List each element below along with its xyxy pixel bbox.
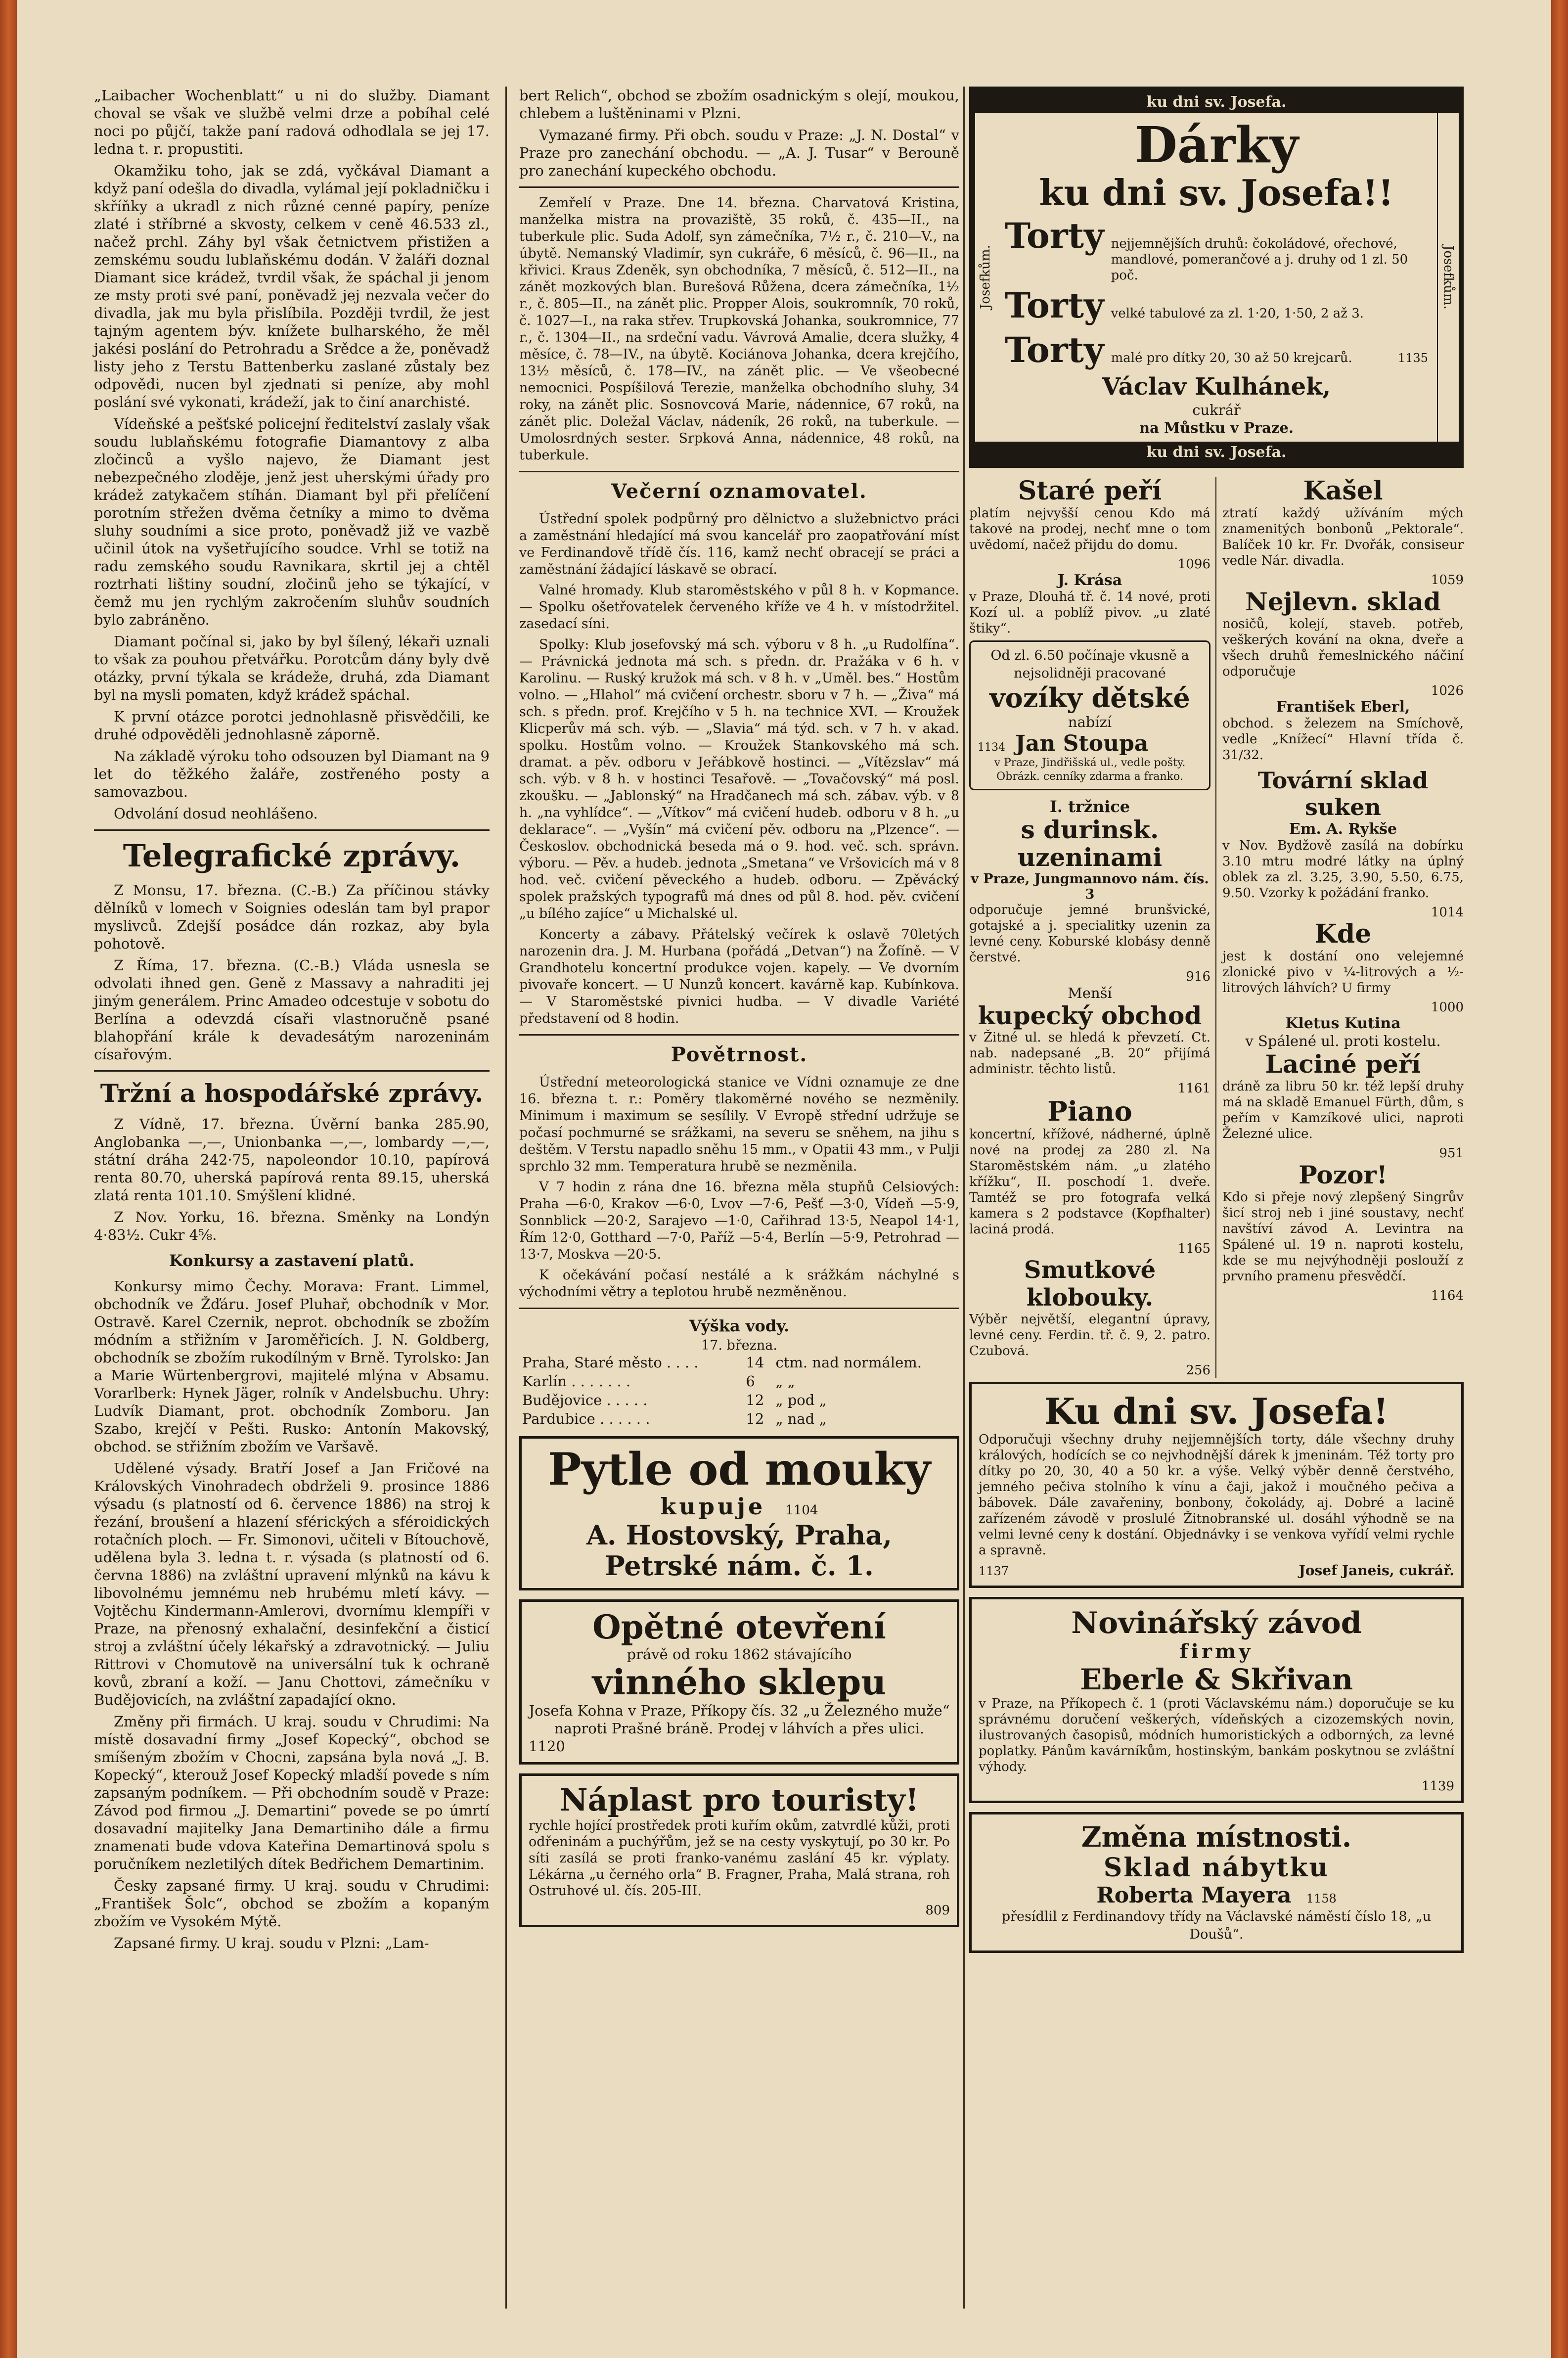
section-rule <box>519 471 959 472</box>
ad-title: Smutkové klobouky. <box>1024 1256 1156 1312</box>
ad-vinny-sklep <box>519 1599 959 1765</box>
page-right-edge <box>1551 0 1568 2358</box>
ad-number: 1059 <box>1431 573 1464 588</box>
ad-number: 1137 <box>979 1564 1009 1578</box>
ad-title: Změna místnosti. <box>1081 1821 1352 1854</box>
article-paragraph: Okamžiku toho, jak se zdá, vyčkával Diamant a když paní odešla do divadla, vylámal její pokladničku i skříňky a ukradl z nich různé cenné papíry, peníze zlaté i stříbrné a skvosty, celkem v ceně 46.533 zl., načež prchl. Záhy byl však četnictvem přistižen a zemskému soudu lublaňskému dodán. V žaláři doznal Diamant sice krádež, tvrdil však, že spáchal ji jenom ze msty proti své paní, poněvadž jej nezvala večer do divadla, jak mu byla přislíbila. Později tvrdil, že jest tajným agentem býv. knížete bulharského, že měl jakési poslání do Petrohradu a Srědce a že, poněvadž listy jeho z Terstu Battenberku zaslané zůstaly bez odpovědi, nucen byl zjednati si peníze, aby mohl poslání své vykonati, krádeží, jak to činí anarchisté. <box>94 162 490 410</box>
ad-number: 1014 <box>1431 905 1464 920</box>
water-date: 17. března. <box>701 1338 777 1353</box>
ad-number: 1120 <box>529 1738 565 1755</box>
ad-naplast <box>519 1773 959 1927</box>
ad-grid <box>969 477 1464 1378</box>
table-cell: 14 <box>746 1354 764 1371</box>
ad-text: nejjemnějších druhů: čokoládové, ořechové, mandlové, pomerančové a j. druhy od 1 zl. 50 poč. <box>1111 236 1408 283</box>
ad-name: Em. A. Rykše <box>1289 820 1397 838</box>
article-paragraph: Odvolání dosud neohlášeno. <box>114 805 318 822</box>
article-paragraph: Vymazané firmy. Při obch. soudu v Praze: „J. N. Dostal“ v Praze pro zanechání obchodu. — „A. J. Tusar“ v Berouně pro zanechání kupeckého obchodu. <box>519 127 959 179</box>
ad-number: 1026 <box>1431 683 1464 698</box>
ad-trade: cukrář <box>1192 402 1241 418</box>
ad-text: platím nejvyšší cenou Kdo má takové na prodej, nechť mne o tom uvědomí, načež přijdu do domu. <box>969 506 1210 552</box>
ad-title: Novinářský závod <box>1071 1606 1362 1640</box>
column-3 <box>969 87 1464 1962</box>
ad-number: 1096 <box>1177 557 1210 572</box>
ad-address: v Praze, Dlouhá tř. č. 14 nové, proti Kozí ul. a poblíž pivov. „u zlaté štiky“. <box>969 590 1210 636</box>
ad-text: velké tabulové za zl. 1·20, 1·50, 2 až 3. <box>1111 306 1364 321</box>
ad-title: Tovární sklad suken <box>1257 767 1429 820</box>
weather-paragraph: K očekávání počasí nestálé a k srážkám náchylné s východními větry a teplotou hrubě nezměněnou. <box>519 1268 959 1300</box>
table-row <box>519 1409 959 1428</box>
ad-title: Piano <box>1047 1095 1132 1127</box>
ad-title: Staré peří <box>1018 476 1162 506</box>
section-heading: Večerní oznamovatel. <box>611 480 867 503</box>
table-cell: Pardubice . . . . . . <box>522 1410 650 1427</box>
ad-voziky <box>969 640 1210 790</box>
ad-name: Eberle & Skřivan <box>1079 1663 1353 1696</box>
ad-title: kupecký obchod <box>978 1001 1202 1030</box>
ad-text: Od zl. 6.50 počínaje vkusně a nejsolidněji pracované <box>990 648 1189 681</box>
ad-number: 1139 <box>1421 1779 1454 1794</box>
page-left-edge <box>0 0 17 2358</box>
announcement-paragraph: Koncerty a zábavy. Přátelský večírek k oslavě 70letých narozenin dra. J. M. Hurbana (pořádá „Detvan“) na Žofíně. — V Grandhotelu koncertní produkce vojen. kapely. — Ve dvorním pivovaře koncert. — U Nunzů koncert. kavárně kap. Kubínkova. — V Staroměstské pivnici hudba. — V divadle Variété představení od 8 hodin. <box>519 927 959 1026</box>
column-divider <box>963 87 965 2309</box>
table-cell: 12 <box>746 1392 764 1408</box>
ad-subtitle: firmy <box>1179 1640 1254 1663</box>
article-paragraph: Vídeňské a pešťské policejní ředitelství zaslaly však soudu lublaňskému fotografie Diamantovy z alba zločinců a vyšlo najevo, že Diamant jest nebezpečného zloděje, jenž jest uherskými úřady pro krádež zatykačem stíhán. Diamant byl při přelíčení porotním střežen dvěma četníky a mimo to dvěma sluhy soudními a sice proto, poněvadž již ve vazbě učinil útok na vyšetřujícího soudce. Vrhl se totiž na radu zemského soudu Ravnikara, skrtil jej a chtěl roztrhati lištiny soudní, zločinů jeho se týkající, v čemž mu jen rychlým zakročením sluhův soudních bylo zabráněno. <box>94 415 490 628</box>
water-table <box>519 1353 959 1428</box>
bankruptcy-paragraph: Zapsané firmy. U kraj. soudu v Plzni: „Lam- <box>114 1935 429 1951</box>
ad-text: v Praze, na Příkopech č. 1 (proti Václavskému nám.) doporučuje se ku správnému doručení veškerých, vídeňských a cizozemských novin, ilustrovaných časopisů, módních humoristických a odborných, za levné poplatky. Pánům kavárníkům, hostinským, bankám poskytnou se zvláštní výhody. <box>979 1696 1454 1774</box>
ad-address: v Praze, Jungmannovo nám. čís. 3 <box>971 871 1209 902</box>
ad-title: vinného sklepu <box>592 1662 887 1703</box>
section-heading: Telegrafické zprávy. <box>123 838 461 874</box>
ad-title: Pozor! <box>1299 1160 1388 1189</box>
ad-number: 809 <box>925 1903 950 1918</box>
announcement-paragraph: Valné hromady. Klub staroměstského v půl 8 h. v Kopmance. — Spolku ošetřovatelek červeného kříže ve 4 h. v místodržitel. zasedací síni. <box>519 583 959 632</box>
ad-text: dráně za libru 50 kr. též lepší druhy má na skladě Emanuel Fürth, dům, s peřím v Kamzíkové ulici, naproti Železné ulice. <box>1222 1079 1464 1141</box>
ad-text: Odporučuji všechny druhy nejjemnějších torty, dále všechny druhy králových, hodících se co nejvhodnější dárek k jmeninám. Též torty pro dítky po 20, 30, 40 a 50 kr. a výše. Velký výběr denně čerstvého, jemného pečiva stolního k vínu a čaji, jakož i moučného pečiva a bábovek. Dále zavařeniny, bonbony, čokolády, aj. Dobré a lacině zařízeném závodě v proslulé Žitnobranské ul. dosáhl výhodně se na velmi levné ceny k dostání. Objednávky i se venkova vyřídí velmi rychle a spravně. <box>979 1432 1454 1558</box>
section-heading: Konkursy a zastavení platů. <box>169 1251 415 1270</box>
column-divider <box>505 87 507 2309</box>
ad-title: Opětné otevření <box>592 1608 886 1646</box>
ad-address: obchod. s železem na Smíchově, vedle „Knížecí“ Hlavní třída č. 31/32. <box>1222 716 1464 763</box>
weather-paragraph: Ústřední meteorologická stanice ve Vídni oznamuje ze dne 16. března t. r.: Poměry tlakoměrné nového se nezměnily. Minimum i maximum se sesílily. V Evropě střední udržuje se počasí pochmurné se srážkami, na severu se sněhem, na jihu s deštěm. V Terstu napadlo sněhu 15 mm., v Opatii 43 mm., v Pulji sprchlo 32 mm. Temperatura hrubě se nezměnila. <box>519 1075 959 1174</box>
ad-josef-kulhanek <box>969 87 1464 468</box>
ad-name: Roberta Mayera <box>1096 1883 1292 1908</box>
table-cell: Praha, Staré město . . . . <box>522 1354 699 1371</box>
ad-address: A. Hostovský, Praha, Petrské nám. č. 1. <box>586 1519 892 1582</box>
ad-number: 1164 <box>1431 1288 1464 1303</box>
ad-address: v Praze, Jindřišská ul., vedle pošty. Obrázk. cenníky zdarma a franko. <box>994 757 1186 783</box>
bankruptcy-paragraph: Změny při firmách. U kraj. soudu v Chrudimi: Na místě dosavadní firmy „Josef Kopecký“, obchod se smíšeným zbožím v Chocni, zapsána byla nová „J. B. Kopecký“, kterouž Josef Kopecký mladší povede s ním zapsaným podníkem. — Při obchodním soudě v Praze: Závod pod firmou „J. Demartini“ povede se po úmrtí dosavadní majitelky Jana Demartiniho dále a firmu znamenati bude vdova Kateřina Demartinová spolu s poručníkem nezletilých dítek Bedřichem Demartinim. <box>94 1713 490 1872</box>
ad-text: v Žitné ul. se hledá k převzetí. Ct. nab. nadepsané „B. 20“ přijímá administr. těchto listů. <box>969 1030 1210 1077</box>
ad-number: 1161 <box>1177 1081 1210 1096</box>
telegram-paragraph: Z Monsu, 17. března. (C.-B.) Za příčinou stávky dělníků v lomech v Soignies odeslán tam byl prapor myslivců. Zdejší posádce dán rozkaz, aby byla pohotově. <box>94 882 490 952</box>
table-cell: 12 <box>746 1410 764 1427</box>
ad-text: Kdo si přeje nový zlepšený Singrův šicí stroj neb i jiné soustavy, nechť navštíví závod A. Levintra na Spálené ul. 19 n. naproti kostelu, kde se mu nejvýhodněji poslouží z prvního pramenu přesvědčí. <box>1222 1190 1464 1284</box>
deaths-paragraph: Zemřelí v Praze. Dne 14. března. Charvatová Kristina, manželka mistra na provaziště, 35 roků, č. 435—II., na tuberkule plic. Suda Adolf, syn zámečníka, 7½ r., č. 210—V., na úbytě. Nemanský Vladimír, syn cukráře, 6 měsíců, č. 96—II., na křivici. Kraus Zdeněk, syn obchodníka, 7 měsíců, č. 512—II., na zánět mozkových blan. Burešová Růžena, dcera zámečníka, 1½ r., č. 805—II., na zánět plic. Propper Alois, soukromník, 70 roků, č. 1027—I., na raka střev. Trupkovská Johanka, soukromnice, 77 r., č. 1304—II., na srdeční vadu. Vávrová Amalie, dcera služky, 4 měsíce, č. 78—IV., na úbytě. Kociánova Johanka, dcera krejčího, 13½ měsíců, č. 178—IV., na zánět plic. — Ve všeobecné nemocnici. Pospíšilová Terezie, manželka obchodního sluhy, 34 roky, na zánět plic. Sosnovcová Marie, nádennice, 67 roků, na zánět plic. Doležal Václav, nádeník, 26 roků, na tuberkule. — Umolosrdných sester. Srpková Anna, nádennice, 48 roků, na tuberkule. <box>519 195 959 463</box>
ad-title: Nejlevn. sklad <box>1245 587 1441 616</box>
ad-address: na Můstku v Praze. <box>1139 419 1294 436</box>
ad-text: ztratí každý užíváním mých znamenitých bonbonů „Pektorale“. Balíček 10 kr. Fr. Dvořák, consiseur vedle Nár. divadla. <box>1222 506 1464 568</box>
ad-text: malé pro dítky 20, 30 až 50 krejcarů. <box>1111 351 1352 365</box>
column-1 <box>94 87 490 1956</box>
ad-name: Kletus Kutina <box>1285 1015 1401 1032</box>
ad-number: 1135 <box>1397 351 1428 365</box>
section-rule <box>94 829 490 831</box>
article-paragraph: Na základě výroku toho odsouzen byl Diamant na 9 let do těžkého žaláře, zostřeného posty a samovazbou. <box>94 748 490 800</box>
ad-subtitle: nabízí <box>1068 714 1112 730</box>
ad-word: Torty <box>1005 285 1104 326</box>
table-cell: „ „ <box>775 1373 795 1390</box>
article-paragraph: „Laibacher Wochenblatt“ u ni do služby. Diamant choval se však ve službě velmi drze a pobíhal celé noci po půjčí, takže paní radová odhodlala se jej 17. ledna t. r. propustiti. <box>94 87 490 157</box>
ad-title: Pytle od mouky <box>548 1443 931 1496</box>
ad-novinarsky-zavod <box>969 1597 1464 1803</box>
ad-title: s durinsk. uzeninami <box>1017 815 1163 872</box>
ad-address: v Spálené ul. proti kostelu. <box>1245 1033 1441 1049</box>
ad-number: 1104 <box>785 1503 818 1518</box>
ad-number: 1134 <box>978 741 1005 754</box>
ad-subtitle: ku dni sv. Josefa!! <box>1039 172 1394 214</box>
ad-number: 1000 <box>1431 1000 1464 1015</box>
ad-number: 916 <box>1186 969 1210 984</box>
section-heading: Výška vody. <box>689 1316 790 1335</box>
section-rule <box>519 1308 959 1309</box>
ad-text: nosičů, kolejí, staveb. potřeb, veškerých kování na okna, dveře a všech druhů řemeslnického náčiní odporučuje <box>1222 617 1464 679</box>
article-paragraph: Diamant počínal si, jako by byl šílený, lékaři uznali to však za pouhou přetvářku. Porotcům dány byly dvě otázky, první týkala se krádeže, druhá, zda Diamant byl na mysli pomaten, když krádež spáchal. <box>94 633 490 703</box>
ad-title: Kašel <box>1303 476 1383 506</box>
ad-text: v Nov. Bydžově zasílá na dobírku 3.10 mtru modré látky na úplný oblek za zl. 3.25, 3.90, 5.50, 6.75, 9.50. Vzorky k požádání franko. <box>1222 838 1464 901</box>
ad-text: Josefa Kohna v Praze, Příkopy čís. 32 „u Železného muže“ naproti Prašné bráně. Prodej v láhvích a přes ulici. <box>529 1702 950 1737</box>
ad-number: 256 <box>1186 1363 1210 1378</box>
ad-subtitle: kupuje <box>660 1493 766 1520</box>
ad-word: Torty <box>1005 329 1104 370</box>
ad-word: Torty <box>1005 215 1104 256</box>
ad-title: Ku dni sv. Josefa! <box>1044 1390 1389 1432</box>
announcement-paragraph: Ústřední spolek podpůrný pro dělnictvo a služebnictvo práci a zaměstnání hledající má svou kancelář pro zaopatřování míst ve Ferdinandově třídě čís. 116, kamž nechť obracejí se práci a zaměstnání žádající láskavě se obrací. <box>519 511 959 577</box>
ad-number: 951 <box>1439 1146 1464 1161</box>
table-cell: Karlín . . . . . . . <box>522 1373 631 1390</box>
table-cell: ctm. nad normálem. <box>775 1354 922 1371</box>
table-cell: „ nad „ <box>775 1410 827 1427</box>
ad-text: rychle hojící prostředek proti kuřím okům, zatvrdlé kůži, proti odřeninám a puchýřům, jež se na cesty vyskytují, po 30 kr. Po síti zasílá se proti franko-vanému zaslání 45 kr. výplaty. Lékárna „u černého orla“ B. Fragner, Praha, Malá strana, roh Ostruhové ul. čís. 205-III. <box>529 1818 950 1899</box>
section-heading: Tržní a hospodářské zprávy. <box>100 1079 484 1108</box>
ad-subtitle: Menší <box>1068 985 1112 1001</box>
ad-title: Dárky <box>1134 116 1299 174</box>
table-row <box>519 1372 959 1391</box>
table-cell: 6 <box>746 1373 755 1390</box>
ad-name: J. Krása <box>1057 572 1122 589</box>
ad-text: koncertní, křížové, nádherné, úplně nové na prodej za 280 zl. Na Staroměstském nám. „u zlatého křížku“, II. poschodí 1. dveře. Tamtéž se pro fotografa velká kamera s 2 podstavce (Kopfhalter) laciná prodá. <box>969 1127 1210 1237</box>
ad-pytle <box>519 1436 959 1590</box>
ad-title: I. tržnice <box>1049 797 1130 816</box>
weather-paragraph: V 7 hodin z rána dne 16. března měla stupňů Celsiových: Praha —6·0, Krakov —6·0, Lvov —7·6, Pešť —3·0, Vídeň —5·9, Sonnblick —20·2, Sarajevo —1·0, Cařihrad 13·5, Neapol 14·1, Řím 12·0, Gotthard —7·0, Paříž —5·4, Berlín —5·9, Petrohrad —13·7, Moskva —20·5. <box>519 1179 959 1262</box>
ad-text: Výběr největší, elegantní úpravy, levné ceny. Ferdin. tř. č. 9, 2. patro. Czubová. <box>969 1312 1210 1359</box>
ad-banner: ku dni sv. Josefa. <box>974 91 1459 113</box>
section-heading: Povětrnost. <box>671 1043 808 1066</box>
market-paragraph: Z Nov. Yorku, 16. března. Směnky na Londýn 4·83½. Cukr 4⅝. <box>94 1209 490 1243</box>
market-paragraph: Z Vídně, 17. března. Úvěrní banka 285.90, Anglobanka —,—, Unionbanka —,—, lombardy —,—, státní dráha 242·75, napoleondor 10.10, papírová renta 80.70, uherská papírová renta 89.15, uherská zlatá renta 101.10. Smýšlení klidné. <box>94 1116 490 1204</box>
column-2 <box>519 87 959 1936</box>
article-paragraph: K první otázce porotci jednohlasně přisvědčili, ke druhé odpověděli jednohlasně záporně. <box>94 708 490 743</box>
ad-side-label: Josefkům. <box>974 113 996 442</box>
ad-title: vozíky dětské <box>989 682 1190 714</box>
section-rule <box>519 1034 959 1036</box>
bankruptcy-paragraph: Udělené výsady. Bratří Josef a Jan Fričové na Královských Vinohradech obdrželi 9. prosince 1886 výsadu (s platností od 6. července 1886) na stroj k řezání, broušení a hlazení sférických a sféroidických rotačních ploch. — Fr. Simonovi, učiteli v Bítouchově, udělena byla 3. ledna t. r. výsada (s platností od 6. června 1886) na zvláštní upravení mlýnků na kávu k libovolnému jemnému neb hrubému mletí kávy. — Vojtěchu Kindermann-Amlerovi, dvornímu klempíři v Praze, na přenosný exhalační, desinfekční a čisticí stroj a zvláštní účely lékařský a zdravotnický. — Juliu Rittrovi v Chomutově na universální tuk k ochraně kovů, zbraní a koží. — Janu Chottovi, zámečníku v Budějovicích, na zvláštní zapadající okno. <box>94 1460 490 1708</box>
ad-title: Kde <box>1314 919 1372 949</box>
section-rule <box>94 1070 490 1072</box>
ad-text: odporučuje jemné brunšvické, gotajské a j. specialitky uzenin za levné ceny. Koburské klobásy denně čerstvé. <box>969 903 1210 965</box>
table-row <box>519 1353 959 1372</box>
ad-janeis <box>969 1382 1464 1588</box>
telegram-paragraph: Z Říma, 17. března. (C.-B.) Vláda usnesla se odvolati ihned gen. Geně z Massavy a nahraditi jej jiným generálem. Princ Amadeo odcestuje v sobotu do Berlína a odevzdá císaři vlastnoručně psané blahopřání krále k devadesátým narozeninám císařovým. <box>94 957 490 1063</box>
ad-text: přesídlil z Ferdinandovy třídy na Václavské náměstí číslo 18, „u Doušů“. <box>1001 1909 1432 1942</box>
ad-subtitle: právě od roku 1862 stávajícího <box>627 1646 852 1663</box>
ad-zmena-mistnosti <box>969 1812 1464 1953</box>
ad-name: Jan Stoupa <box>1015 731 1149 756</box>
ad-name: František Eberl, <box>1276 698 1410 716</box>
ad-name: Václav Kulhánek, <box>1102 373 1331 401</box>
ad-side-label: Josefkům. <box>1437 113 1459 442</box>
table-cell: Budějovice . . . . . <box>522 1392 648 1408</box>
ad-title: Náplast pro touristy! <box>559 1782 919 1818</box>
ad-title: Laciné peří <box>1265 1049 1421 1079</box>
bankruptcy-paragraph: Česky zapsané firmy. U kraj. soudu v Chrudimi: „František Šolc“, obchod se zbožím a kopaným zbožím ve Vysokém Mýtě. <box>94 1877 490 1930</box>
ad-banner: ku dni sv. Josefa. <box>974 442 1459 463</box>
ad-number: 1158 <box>1306 1892 1337 1905</box>
ad-name: Josef Janeis, cukrář. <box>1299 1562 1454 1579</box>
section-rule <box>519 186 959 188</box>
ad-subtitle: Sklad nábytku <box>1103 1853 1330 1883</box>
bankruptcy-paragraph: Konkursy mimo Čechy. Morava: Frant. Limmel, obchodník ve Žďáru. Josef Pluhař, obchodník v Mor. Ostravě. Karel Czernik, neprot. obchodník se zbožím módním a střižním v Jaroměřicích. J. N. Goldberg, obchodník se zbožím rukodílným v Brně. Tyrolsko: Jan a Marie Würtenbergrovi, majitelé mlýna v Absamu. Vorarlberk: Hynek Jäger, rolník v Andelsbuchu. Uhry: Ludvík Diamant, prot. obchodník Zomboru. Jan Szabo, krejčí v Pešti. Rusko: Antonín Makovský, obchod. se střižním zbožím ve Varšavě. <box>94 1278 490 1455</box>
ad-text: jest k dostání ono velejemné zlonické pivo v ¼-litrových a ½-litrových láhvích? U firmy <box>1222 949 1464 996</box>
ad-number: 1165 <box>1177 1241 1210 1256</box>
table-row <box>519 1391 959 1409</box>
article-paragraph: bert Relich“, obchod se zbožím osadnickým s olejí, moukou, chlebem a luštěninami v Plzni. <box>519 87 959 122</box>
announcement-paragraph: Spolky: Klub josefovský má sch. výboru v 8 h. „u Rudolfína“. — Právnická jednota má sch. s předn. dr. Pražáka v 6 h. v Karolinu. — Ruský kružok má sch. v 8 h. v „Uměl. bes.“ Hostům volno. — „Hlahol“ má cvičení orchestr. sboru v 7 h. — „Živa“ má sch. s předn. prof. Krejčího v 5 h. na technice XVI. — Kroužek Klicperův má sch. výb. — „Slavia“ má týd. sch. v 7 h. v akad. spolku. Hostům volno. — Kroužek Stankovského má sch. dramat. a pěv. odboru v Jeřábkově hostinci. — „Vítězslav“ má sch. výb. v 8 h. v hostinci Tesařově. — „Tovačovský“ má posl. zkoušku. — „Jablonský“ na Hradčanech má sch. zábav. výb. v 8 h. „na vyhlídce“. — „Vítkov“ má cvičení hudeb. odboru v 8 h. „u deklarace“. — „Vyšín“ má cvičení pěv. odboru na „Plzence“. — Českoslov. obchodnická beseda má o 9. hod. več. sch. správn. výboru. — Pěv. a hudeb. jednota „Smetana“ ve Vršovicích má v 8 hod. več. cvičení pěveckého a hudeb. odboru. — Zpěvácký spolek pražských typografů má dnes od půl 8. hod. pěv. cvičení „u bílého zajíce“ u Michalské ul. <box>519 637 959 921</box>
table-cell: „ pod „ <box>775 1392 827 1408</box>
